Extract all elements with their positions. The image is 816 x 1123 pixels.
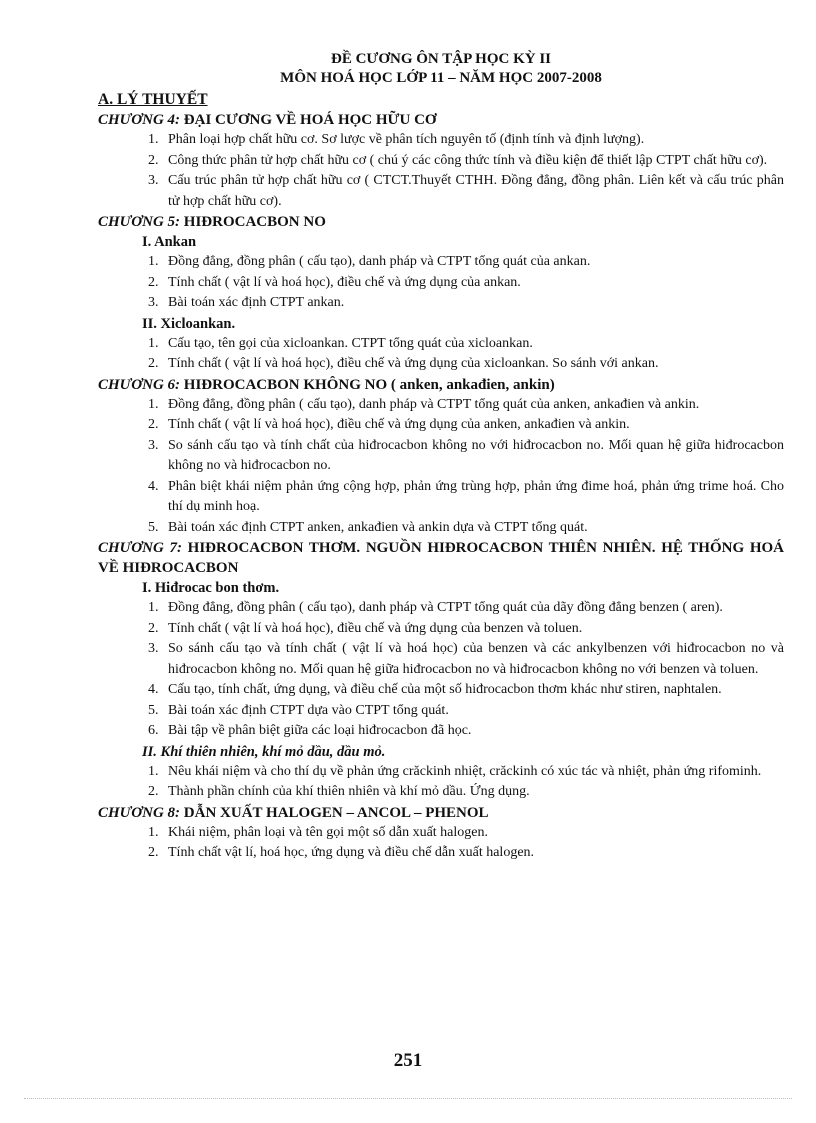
list-item-number: 2. xyxy=(148,784,159,799)
list-item-text: Tính chất vật lí, hoá học, ứng dụng và điều chế dẫn xuất halogen. xyxy=(168,845,535,860)
list-item-text: Đồng đẳng, đồng phân ( cấu tạo), danh pháp và CTPT tổng quát của dãy đồng đẳng benzen ( aren). xyxy=(168,600,723,615)
chapter-title: HIĐROCACBON THƠM. NGUỒN HIĐROCACBON THIÊN NHIÊN. HỆ THỐNG HOÁ VỀ HIĐROCACBON xyxy=(98,540,784,576)
list-item-text: Bài toán xác định CTPT dựa vào CTPT tổng quát. xyxy=(168,702,449,718)
list-item xyxy=(98,130,784,151)
list-item-number: 2. xyxy=(148,845,159,860)
chapter-title: HIĐROCACBON NO xyxy=(180,214,326,230)
subsection-heading: II. Khí thiên nhiên, khí mỏ dầu, dầu mỏ. xyxy=(142,743,386,760)
list-item-number: 3. xyxy=(148,437,159,453)
list-item xyxy=(98,843,784,864)
list-item xyxy=(98,252,784,273)
document-page xyxy=(98,50,784,864)
list-item-text: Phân loại hợp chất hữu cơ. Sơ lược về phân tích nguyên tố (định tính và định lượng). xyxy=(168,132,645,147)
list-item xyxy=(98,680,784,701)
chapter-heading xyxy=(98,110,784,130)
list-item-number: 4. xyxy=(148,682,159,697)
numbered-list xyxy=(98,762,784,803)
chapter-heading xyxy=(98,803,784,823)
list-item-number: 1. xyxy=(148,600,159,615)
list-item-number: 1. xyxy=(148,254,159,269)
list-item xyxy=(98,354,784,375)
section-a-heading: A. LÝ THUYẾT xyxy=(98,91,208,108)
chapter-label: CHƯƠNG 4: xyxy=(98,112,181,128)
list-item-number: 2. xyxy=(148,274,159,290)
list-item-number: 1. xyxy=(148,396,159,412)
list-item xyxy=(98,762,784,783)
list-item-number: 3. xyxy=(148,641,159,656)
doc-title-line1: ĐỀ CƯƠNG ÔN TẬP HỌC KỲ II xyxy=(330,51,552,67)
list-item-text: Bài toán xác định CTPT ankan. xyxy=(168,295,345,310)
list-item-text: Đồng đẳng, đồng phân ( cấu tạo), danh pháp và CTPT tổng quát của ankan. xyxy=(168,254,591,269)
subsection-heading: I. Ankan xyxy=(142,234,197,250)
list-item-number: 1. xyxy=(148,132,159,147)
list-item xyxy=(98,395,784,416)
list-item xyxy=(98,619,784,640)
chapter-label: CHƯƠNG 7: xyxy=(98,540,182,556)
list-item-text: So sánh cấu tạo và tính chất của hiđrocacbon không no với hiđrocacbon no. Mối quan hệ giữa hiđrocacbon không no và hiđrocacbon no. xyxy=(168,437,784,473)
list-item-text: Cấu tạo, tên gọi của xicloankan. CTPT tổng quát của xicloankan. xyxy=(168,335,533,351)
list-item xyxy=(98,436,784,477)
list-item-number: 4. xyxy=(148,478,159,494)
numbered-list xyxy=(98,823,784,864)
list-item-text: Cấu tạo, tính chất, ứng dụng, và điều chế của một số hiđrocacbon thơm khác như stiren, naphtalen. xyxy=(168,682,722,697)
list-item-text: Đồng đẳng, đồng phân ( cấu tạo), danh pháp và CTPT tổng quát của anken, ankađien và ankin. xyxy=(168,396,700,412)
list-item-text: Tính chất ( vật lí và hoá học), điều chế và ứng dụng của xicloankan. So sánh với ankan. xyxy=(168,356,659,371)
list-item-number: 3. xyxy=(148,173,159,188)
list-item xyxy=(98,273,784,294)
numbered-list xyxy=(98,395,784,539)
list-item-text: So sánh cấu tạo và tính chất ( vật lí và hoá học) của benzen và các ankylbenzen với hiđrocacbon no và hiđrocacbon không no. Mối quan hệ giữa hiđrocacbon no và hiđrocacbon không no với benzen và toluen. xyxy=(168,641,784,677)
numbered-list xyxy=(98,130,784,212)
list-item xyxy=(98,701,784,722)
list-item-text: Phân biệt khái niệm phản ứng cộng hợp, phản ứng trùng hợp, phản ứng đime hoá, phản ứng trime hoá. Cho thí dụ minh hoạ. xyxy=(168,478,784,514)
list-item xyxy=(98,334,784,355)
chapter-heading xyxy=(98,538,784,578)
list-item xyxy=(98,293,784,314)
list-item-number: 5. xyxy=(148,702,159,718)
chapter-title: HIĐROCACBON KHÔNG NO ( anken, ankađien, ankin) xyxy=(180,376,555,393)
list-item-number: 2. xyxy=(148,152,159,168)
list-item-text: Bài toán xác định CTPT anken, ankađien và ankin dựa và CTPT tổng quát. xyxy=(168,519,588,535)
list-item-number: 5. xyxy=(148,519,159,535)
list-item-number: 2. xyxy=(148,620,159,636)
list-item xyxy=(98,639,784,680)
chapter-title: DẪN XUẤT HALOGEN – ANCOL – PHENOL xyxy=(180,804,489,821)
chapter-label: CHƯƠNG 8: xyxy=(98,804,181,821)
list-item-text: Nêu khái niệm và cho thí dụ về phản ứng crăckinh nhiệt, crăckinh có xúc tác và nhiệt, phản ứng rifominh. xyxy=(168,763,762,779)
list-item-text: Thành phần chính của khí thiên nhiên và khí mỏ dầu. Ứng dụng. xyxy=(168,784,530,799)
list-item xyxy=(98,518,784,539)
list-item-number: 2. xyxy=(148,417,159,432)
list-item-number: 2. xyxy=(148,356,159,371)
list-item-text: Khái niệm, phân loại và tên gọi một số dẫn xuất halogen. xyxy=(168,824,488,840)
chapter-heading xyxy=(98,212,784,232)
list-item xyxy=(98,721,784,742)
list-item-number: 1. xyxy=(148,335,159,351)
list-item xyxy=(98,151,784,172)
list-item-text: Tính chất ( vật lí và hoá học), điều chế và ứng dụng của anken, ankađien và ankin. xyxy=(168,417,630,432)
list-item-text: Tính chất ( vật lí và hoá học), điều chế và ứng dụng của ankan. xyxy=(168,274,521,290)
chapter-label: CHƯƠNG 6: xyxy=(98,376,181,393)
list-item-text: Bài tập về phân biệt giữa các loại hiđrocacbon đã học. xyxy=(168,723,472,738)
list-item-text: Tính chất ( vật lí và hoá học), điều chế và ứng dụng của benzen và toluen. xyxy=(168,620,583,636)
numbered-list xyxy=(98,334,784,375)
list-item xyxy=(98,415,784,436)
chapter-heading xyxy=(98,375,784,395)
list-item xyxy=(98,823,784,844)
list-item-text: Cấu trúc phân tử hợp chất hữu cơ ( CTCT.Thuyết CTHH. Đồng đẳng, đồng phân. Liên kết và cấu trúc phân tử hợp chất hữu cơ). xyxy=(168,173,784,209)
list-item-number: 3. xyxy=(148,295,159,310)
chapter-title: ĐẠI CƯƠNG VỀ HOÁ HỌC HỮU CƠ xyxy=(180,112,437,128)
list-item-number: 1. xyxy=(148,763,159,779)
list-item-number: 1. xyxy=(148,824,159,840)
page-number: 251 xyxy=(393,1050,423,1071)
doc-title-line2: MÔN HOÁ HỌC LỚP 11 – NĂM HỌC 2007-2008 xyxy=(280,70,602,86)
subsection-heading: I. Hiđrocac bon thơm. xyxy=(142,580,280,596)
list-item-number: 6. xyxy=(148,723,159,738)
chapter-label: CHƯƠNG 5: xyxy=(98,214,181,230)
footer-divider xyxy=(24,1098,792,1099)
numbered-list xyxy=(98,252,784,314)
list-item xyxy=(98,782,784,803)
numbered-list xyxy=(98,598,784,742)
list-item xyxy=(98,171,784,212)
list-item xyxy=(98,598,784,619)
list-item-text: Công thức phân tử hợp chất hữu cơ ( chú ý các công thức tính và điều kiện để thiết lập CTPT chất hữu cơ). xyxy=(168,152,768,168)
subsection-heading: II. Xicloankan. xyxy=(142,315,236,332)
chapters-container xyxy=(98,110,784,864)
list-item xyxy=(98,477,784,518)
